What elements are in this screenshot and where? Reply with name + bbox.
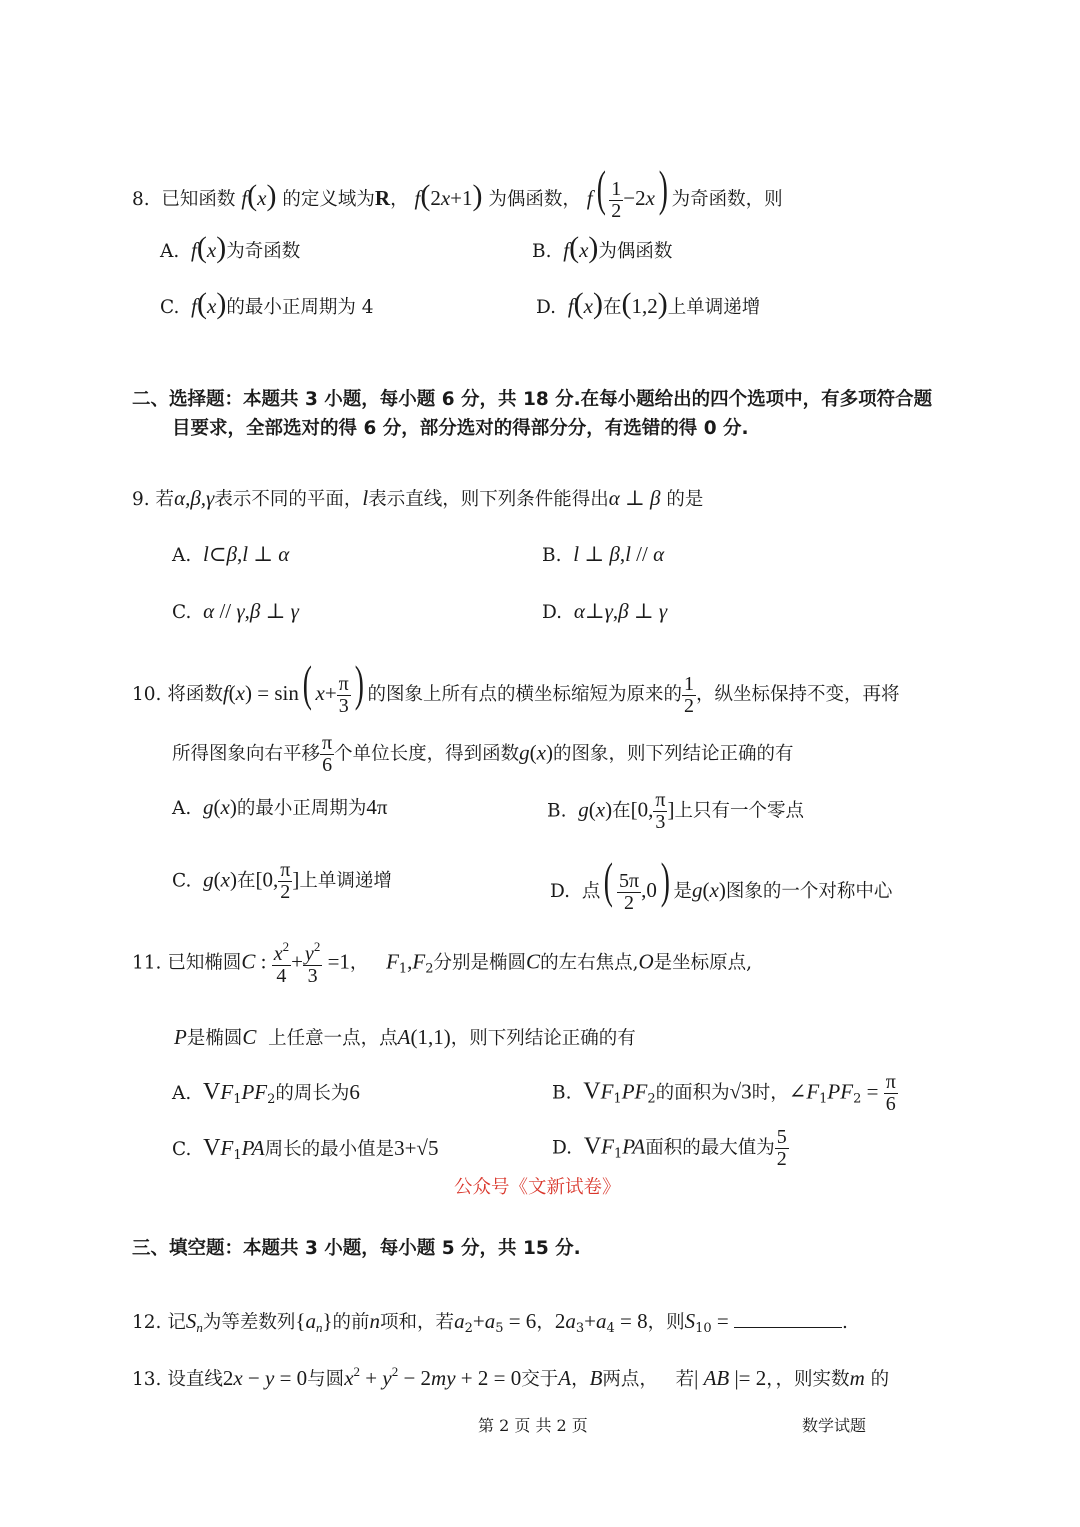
q11-option-d: D. $VF_1PA$面积的最大值为 $\frac{5}{2}$	[552, 1126, 787, 1170]
q9-option-c: C. α // γ,β ⊥ γ	[172, 599, 299, 623]
q11-option-a: A. $VF_1PF_2$的周长为6	[172, 1079, 360, 1107]
watermark-text: 公众号《文新试卷》	[454, 1177, 621, 1198]
q8-option-a: A. f(x)为奇函数	[160, 231, 301, 264]
q10-option-c: C. g(x)在[0, $\frac{\pi}{2}$ ]上单调递增	[172, 859, 392, 903]
q11-option-c: C. $VF_1PA$周长的最小值是3+√5	[172, 1135, 439, 1163]
q8-stem: 8. 已知函数 f(x) 的定义域为R， f(2x+1) 为偶函数， f( $\frac{1}{2}$ −2x) 为奇函数，则	[132, 160, 783, 222]
q8-option-b: B. f(x)为偶函数	[532, 231, 673, 264]
q10-stem-line2: 所得图象向右平移 $\frac{\pi}{6}$ 个单位长度，得到函数g(x)的图象，则下列结论正确的有	[172, 732, 794, 776]
q8-option-c: C. f(x)的最小正周期为 4	[160, 287, 374, 320]
q10-option-d: D. 点( $\frac{5\pi}{2}$ ,0) 是g(x)图象的一个对称中心	[550, 852, 893, 914]
subject-label: 数学试题	[802, 1416, 867, 1435]
question-13: 13. 设直线2x − y = 0与圆$x^2 + y^2 - 2my + 2 = 0$交于A，B两点， 若| AB |= 2，，则实数m 的	[132, 1364, 890, 1390]
q10-stem-line1: 10. 将函数f(x) = sin( x+ $\frac{\pi}{3}$ ) 的图象上所有点的横坐标缩短为原来的 $\frac{1}{2}$ ，纵坐标保持不变，再将	[132, 655, 900, 717]
page-number: 第 2 页 共 2 页	[478, 1416, 588, 1435]
section-2-instructions: 目要求，全部选对的得 6 分，部分选对的得部分分，有选错的得 0 分.	[172, 418, 749, 439]
q11-option-b: B. $VF_1PF_2$的面积为√3时，$\angle F_1PF_2$ = $\frac{\pi}{6}$	[552, 1071, 896, 1115]
section-3-heading: 三、填空题：本题共 3 小题，每小题 5 分，共 15 分.	[132, 1238, 581, 1259]
q8-option-d: D. f(x)在(1,2)上单调递增	[536, 287, 761, 320]
q9-option-a: A. l⊂β,l ⊥ α	[172, 542, 290, 566]
section-2-heading: 二、选择题：本题共 3 小题，每小题 6 分，共 18 分.在每小题给出的四个选项中，有多项符合题	[132, 389, 933, 410]
question-12: 12. 记$S_n$为等差数列$\{a_n\}$的前n项和，若$a_2+a_5 = 6$，$2a_3+a_4 = 8$，则$S_{10}$ = .	[132, 1309, 848, 1336]
q11-stem-line2: P是椭圆C 上任意一点，点A(1,1)，则下列结论正确的有	[174, 1025, 636, 1049]
q11-stem-line1: 11. 已知椭圆C : $\frac{x^2}{4}$ + $\frac{y^2}{3}$ =1， $F_1,F_2$分别是椭圆C的左右焦点,O是坐标原点,	[132, 939, 753, 987]
q9-option-d: D. α⊥γ,β ⊥ γ	[542, 599, 668, 623]
q10-option-b: B. g(x)在[0, $\frac{\pi}{3}$ ]上只有一个零点	[547, 789, 804, 833]
answer-blank[interactable]	[734, 1309, 842, 1328]
q10-option-a: A. g(x)的最小正周期为4π	[172, 795, 388, 819]
q9-stem: 9. 若α,β,γ表示不同的平面，l表示直线，则下列条件能得出α ⊥ β 的是	[132, 486, 704, 510]
q9-option-b: B. l ⊥ β,l // α	[542, 542, 665, 566]
